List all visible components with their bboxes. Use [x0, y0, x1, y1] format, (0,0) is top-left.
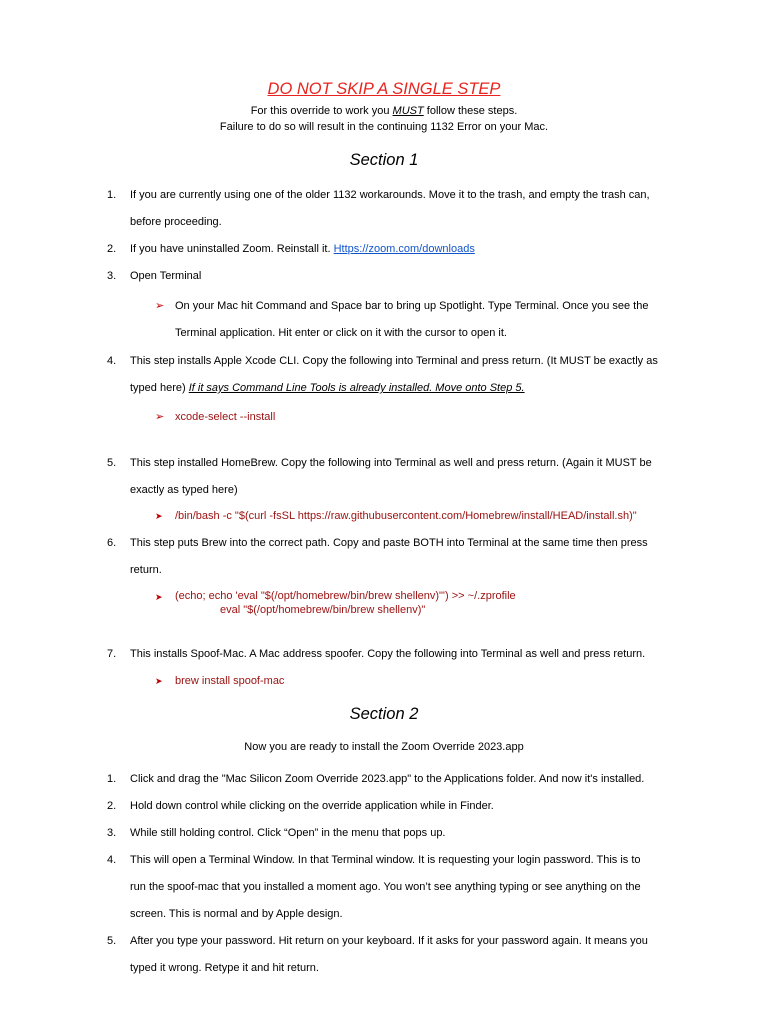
arrow-bullet-icon: ➤	[155, 511, 163, 521]
step-text: This will open a Terminal Window. In that Terminal window. It is requesting your login password. This is to run the spoof-mac that you installed a moment ago. You won’t see anything typing or see anything on the screen. This is normal and by Apple design.	[130, 854, 641, 920]
step-number: 2.	[107, 243, 117, 255]
document-page: DO NOT SKIP A SINGLE STEP For this override to work you MUST follow these steps. Failure to do so will result in the continuing 1132 Error on your Mac. Section 1 1. If you are currently using one of the older 1132 workarounds. Move it to the trash, and empty the trash can, before proceeding. 2. If you have uninstalled Zoom. Reinstall it. Https://zoom.com/downloads 3. Open Terminal ➢ On your Mac hit Command and Space bar to bring up Spotlight. Type Terminal. Once you see the Terminal application. Hit enter or click on it with the cursor to open it. 4. This step installs Apple Xcode CLI. Copy the following into Terminal and press return. (It MUST be exactly as typed here) If it says Command Line Tools is already installed. Move onto Step 5. ➢ xcode-select --install 5. This step installed HomeBrew. Copy the following into Terminal as well and press return. (Again it MUST be exactly as typed here) ➤ /bin/bash -c "$(curl -fsSL https://raw.githubusercontent.com/Homebrew/install/HEAD/install.sh)" 6. This step puts Brew into the correct path. Copy and paste BOTH into Terminal at the same time then press return. ➤ (echo; echo 'eval "$(/opt/homebrew/bin/brew shellenv)"') >> ~/.zprofile eval "$(/opt/homebrew/bin/brew shellenv)" 7. This installs Spoof-Mac. A Mac address spoofer. Copy the following into Terminal as well and press return. ➤ brew install spoof-mac Section 2 Now you are ready to install the Zoom Override 2023.app 1. Click and drag the "Mac Silicon Zoom Override 2023.app" to the Applications folder. And now it's installed. 2. Hold down control while clicking on the override application while in Finder. 3. While still holding control. Click “Open” in the menu that pops up. 4. This will open a Terminal Window. In that Terminal window. It is requesting your login password. This is to run the spoof-mac that you installed a moment ago. You won’t see anything typing or see anything on the screen. This is normal and by Apple design. 5. After you type your password. Hit return on your keyboard. If it asks for your password again. It means you typed it wrong. Retype it and hit return.	[0, 0, 768, 1024]
arrow-bullet-icon: ➢	[155, 300, 165, 312]
step-number: 5.	[107, 935, 117, 947]
step-text: After you type your password. Hit return on your keyboard. If it asks for your password again. It means you typed it wrong. Retype it and hit return.	[130, 935, 648, 974]
code-snippet: xcode-select --install	[175, 411, 276, 423]
step-text: This step installed HomeBrew. Copy the following into Terminal as well and press return. (Again it MUST be exactly as typed here)	[130, 457, 652, 496]
step-text: If you are currently using one of the older 1132 workarounds. Move it to the trash, and empty the trash can, before proceeding.	[130, 189, 650, 228]
step-number: 1.	[107, 189, 117, 201]
step-text: This installs Spoof-Mac. A Mac address spoofer. Copy the following into Terminal as well and press return.	[130, 648, 646, 660]
step-number: 2.	[107, 800, 117, 812]
step-text: Click and drag the "Mac Silicon Zoom Override 2023.app" to the Applications folder. And now it's installed.	[130, 773, 645, 785]
step-text: This step installs Apple Xcode CLI. Copy the following into Terminal and press return. (It MUST be exactly as typed here) If it says Command Line Tools is already installed. Move onto Step 5.	[130, 355, 658, 394]
step-4-note: If it says Command Line Tools is already installed. Move onto Step 5.	[188, 382, 525, 394]
code-snippet: /bin/bash -c "$(curl -fsSL https://raw.githubusercontent.com/Homebrew/install/HEAD/install.sh)"	[175, 510, 637, 522]
step-number: 3.	[107, 270, 117, 282]
step-text: If you have uninstalled Zoom. Reinstall it. Https://zoom.com/downloads	[130, 243, 475, 255]
step-text: This step puts Brew into the correct path. Copy and paste BOTH into Terminal at the same time then press return.	[130, 537, 648, 576]
step-text: Open Terminal	[130, 270, 202, 282]
code-snippet-1: (echo; echo 'eval "$(/opt/homebrew/bin/brew shellenv)"') >> ~/.zprofile	[175, 590, 516, 602]
step-number: 5.	[107, 457, 117, 469]
section-2-intro: Now you are ready to install the Zoom Override 2023.app	[244, 741, 524, 753]
arrow-bullet-icon: ➢	[155, 411, 165, 423]
document-title: DO NOT SKIP A SINGLE STEP	[267, 80, 501, 98]
section-1-heading: Section 1	[349, 151, 419, 169]
step-number: 3.	[107, 827, 117, 839]
intro-line-2: Failure to do so will result in the continuing 1132 Error on your Mac.	[219, 121, 549, 133]
arrow-bullet-icon: ➤	[155, 592, 163, 602]
code-snippet-2: eval "$(/opt/homebrew/bin/brew shellenv)"	[220, 604, 426, 616]
step-number: 4.	[107, 854, 117, 866]
step-number: 6.	[107, 537, 117, 549]
intro-line-1: For this override to work you MUST follow these steps.	[250, 105, 518, 117]
step-number: 7.	[107, 648, 117, 660]
step-text: Hold down control while clicking on the override application while in Finder.	[130, 800, 494, 812]
code-snippet: brew install spoof-mac	[175, 675, 285, 687]
must-emphasis: MUST	[392, 105, 424, 117]
step-number: 4.	[107, 355, 117, 367]
zoom-download-link[interactable]: Https://zoom.com/downloads	[333, 243, 475, 255]
step-number: 1.	[107, 773, 117, 785]
section-2-heading: Section 2	[349, 705, 419, 723]
arrow-bullet-icon: ➤	[155, 676, 163, 686]
step-text: While still holding control. Click “Open” in the menu that pops up.	[130, 827, 446, 839]
